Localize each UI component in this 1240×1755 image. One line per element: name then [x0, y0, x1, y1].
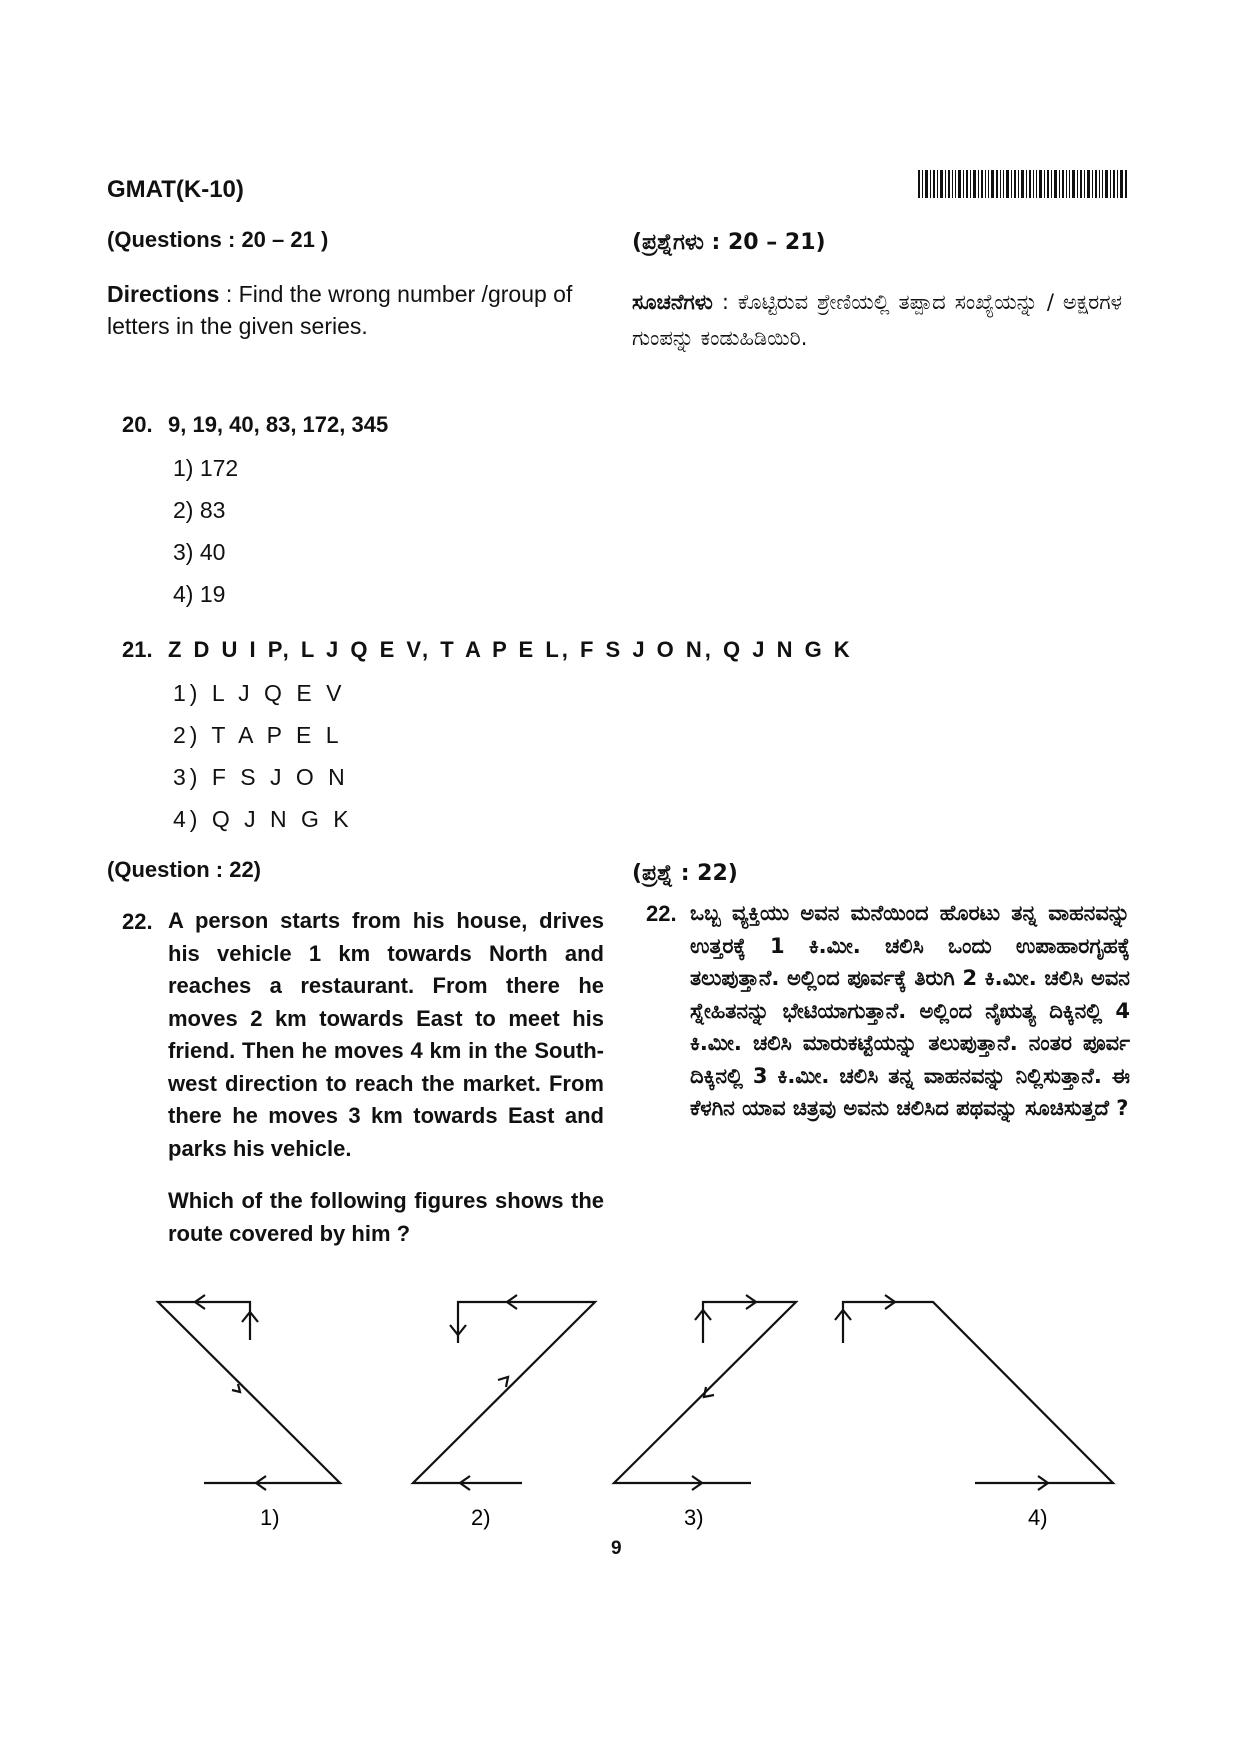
q22-statement-en: A person starts from his house, drives his vehicle 1 km towards North and reaches a restaurant. From there he moves 2 km towards East to meet his friend. Then he moves 4 km in the South-west direction to reach the market. From there he moves 3 km towards East and parks his vehicle.: [168, 908, 604, 1161]
section-heading-en: (Questions : 20 – 21 ): [107, 227, 329, 252]
directions-en: [107, 278, 597, 342]
q20-option-2[interactable]: 2) 83: [173, 497, 226, 523]
q20-options: [173, 447, 238, 615]
q22-number-kn: 22.: [646, 901, 677, 926]
q20-option-4[interactable]: 4) 19: [173, 581, 226, 607]
q22-number-en: 22.: [122, 909, 153, 934]
figure-3-option[interactable]: [614, 1295, 796, 1490]
q21-number: 21.: [122, 637, 153, 662]
directions-kn: [632, 284, 1122, 356]
paper-code: GMAT(K-10): [107, 176, 244, 203]
section-22-heading-en: (Question : 22): [107, 857, 262, 882]
q21-option-2[interactable]: 2) T A P E L: [173, 722, 343, 748]
section-heading-kn: (ಪ್ರಶ್ನೆಗಳು : 20 – 21): [632, 230, 826, 255]
figure-2-option[interactable]: [413, 1295, 595, 1490]
q21-option-1[interactable]: 1) L J Q E V: [173, 680, 346, 706]
figure-4-option[interactable]: [835, 1295, 1113, 1490]
route-figures: [0, 1270, 1240, 1550]
q22-question-en: Which of the following figures shows the route covered by him ?: [168, 1188, 604, 1246]
figure-label-3: 3): [684, 1505, 704, 1530]
q20-option-3[interactable]: 3) 40: [173, 539, 226, 565]
q20-series: 9, 19, 40, 83, 172, 345: [168, 412, 389, 437]
directions-text-kn: : ಕೊಟ್ಟಿರುವ ಶ್ರೇಣಿಯಲ್ಲಿ ತಪ್ಪಾದ ಸಂಖ್ಯೆಯನ್ನು / ಅಕ್ಷರಗಳ ಗುಂಪನ್ನು ಕಂಡುಹಿಡಿಯಿರಿ.: [632, 290, 1122, 350]
figure-label-2: 2): [471, 1505, 491, 1530]
q21-options: [173, 672, 353, 840]
barcode-icon: [918, 170, 1128, 198]
directions-text-en: : Find the wrong number /group of letters in the given series.: [107, 281, 573, 339]
figure-label-1: 1): [260, 1505, 280, 1530]
directions-label-kn: ಸೂಚನೆಗಳು: [632, 290, 713, 314]
page-number: 9: [611, 1538, 622, 1559]
figure-label-4: 4): [1028, 1505, 1048, 1530]
q21-series: Z D U I P, L J Q E V, T A P E L, F S J O N, Q J N G K: [168, 637, 853, 662]
section-22-heading-kn: (ಪ್ರಶ್ನೆ : 22): [632, 861, 738, 886]
figure-1-option[interactable]: [158, 1295, 340, 1490]
q20-number: 20.: [122, 412, 153, 437]
directions-label-en: Directions: [107, 281, 220, 307]
q22-text-en: [168, 905, 604, 1250]
q21-option-3[interactable]: 3) F S J O N: [173, 764, 349, 790]
q21-option-4[interactable]: 4) Q J N G K: [173, 806, 353, 832]
q22-text-kn: ಒಬ್ಬ ವ್ಯಕ್ತಿಯು ಅವನ ಮನೆಯಿಂದ ಹೊರಟು ತನ್ನ ವಾಹನವನ್ನು ಉತ್ತರಕ್ಕೆ 1 ಕಿ.ಮೀ. ಚಲಿಸಿ ಒಂದು ಉಪಾಹಾರಗೃಹಕ್ಕೆ ತಲುಪುತ್ತಾನೆ. ಅಲ್ಲಿಂದ ಪೂರ್ವಕ್ಕೆ ತಿರುಗಿ 2 ಕಿ.ಮೀ. ಚಲಿಸಿ ಅವನ ಸ್ನೇಹಿತನನ್ನು ಭೇಟಿಯಾಗುತ್ತಾನೆ. ಅಲ್ಲಿಂದ ನೈಋತ್ಯ ದಿಕ್ಕಿನಲ್ಲಿ 4 ಕಿ.ಮೀ. ಚಲಿಸಿ ಮಾರುಕಟ್ಟೆಯನ್ನು ತಲುಪುತ್ತಾನೆ. ನಂತರ ಪೂರ್ವ ದಿಕ್ಕಿನಲ್ಲಿ 3 ಕಿ.ಮೀ. ಚಲಿಸಿ ತನ್ನ ವಾಹನವನ್ನು ನಿಲ್ಲಿಸುತ್ತಾನೆ. ಈ ಕೆಳಗಿನ ಯಾವ ಚಿತ್ರವು ಅವನು ಚಲಿಸಿದ ಪಥವನ್ನು ಸೂಚಿಸುತ್ತದೆ ?: [690, 901, 1130, 1120]
q20-option-1[interactable]: 1) 172: [173, 455, 239, 481]
